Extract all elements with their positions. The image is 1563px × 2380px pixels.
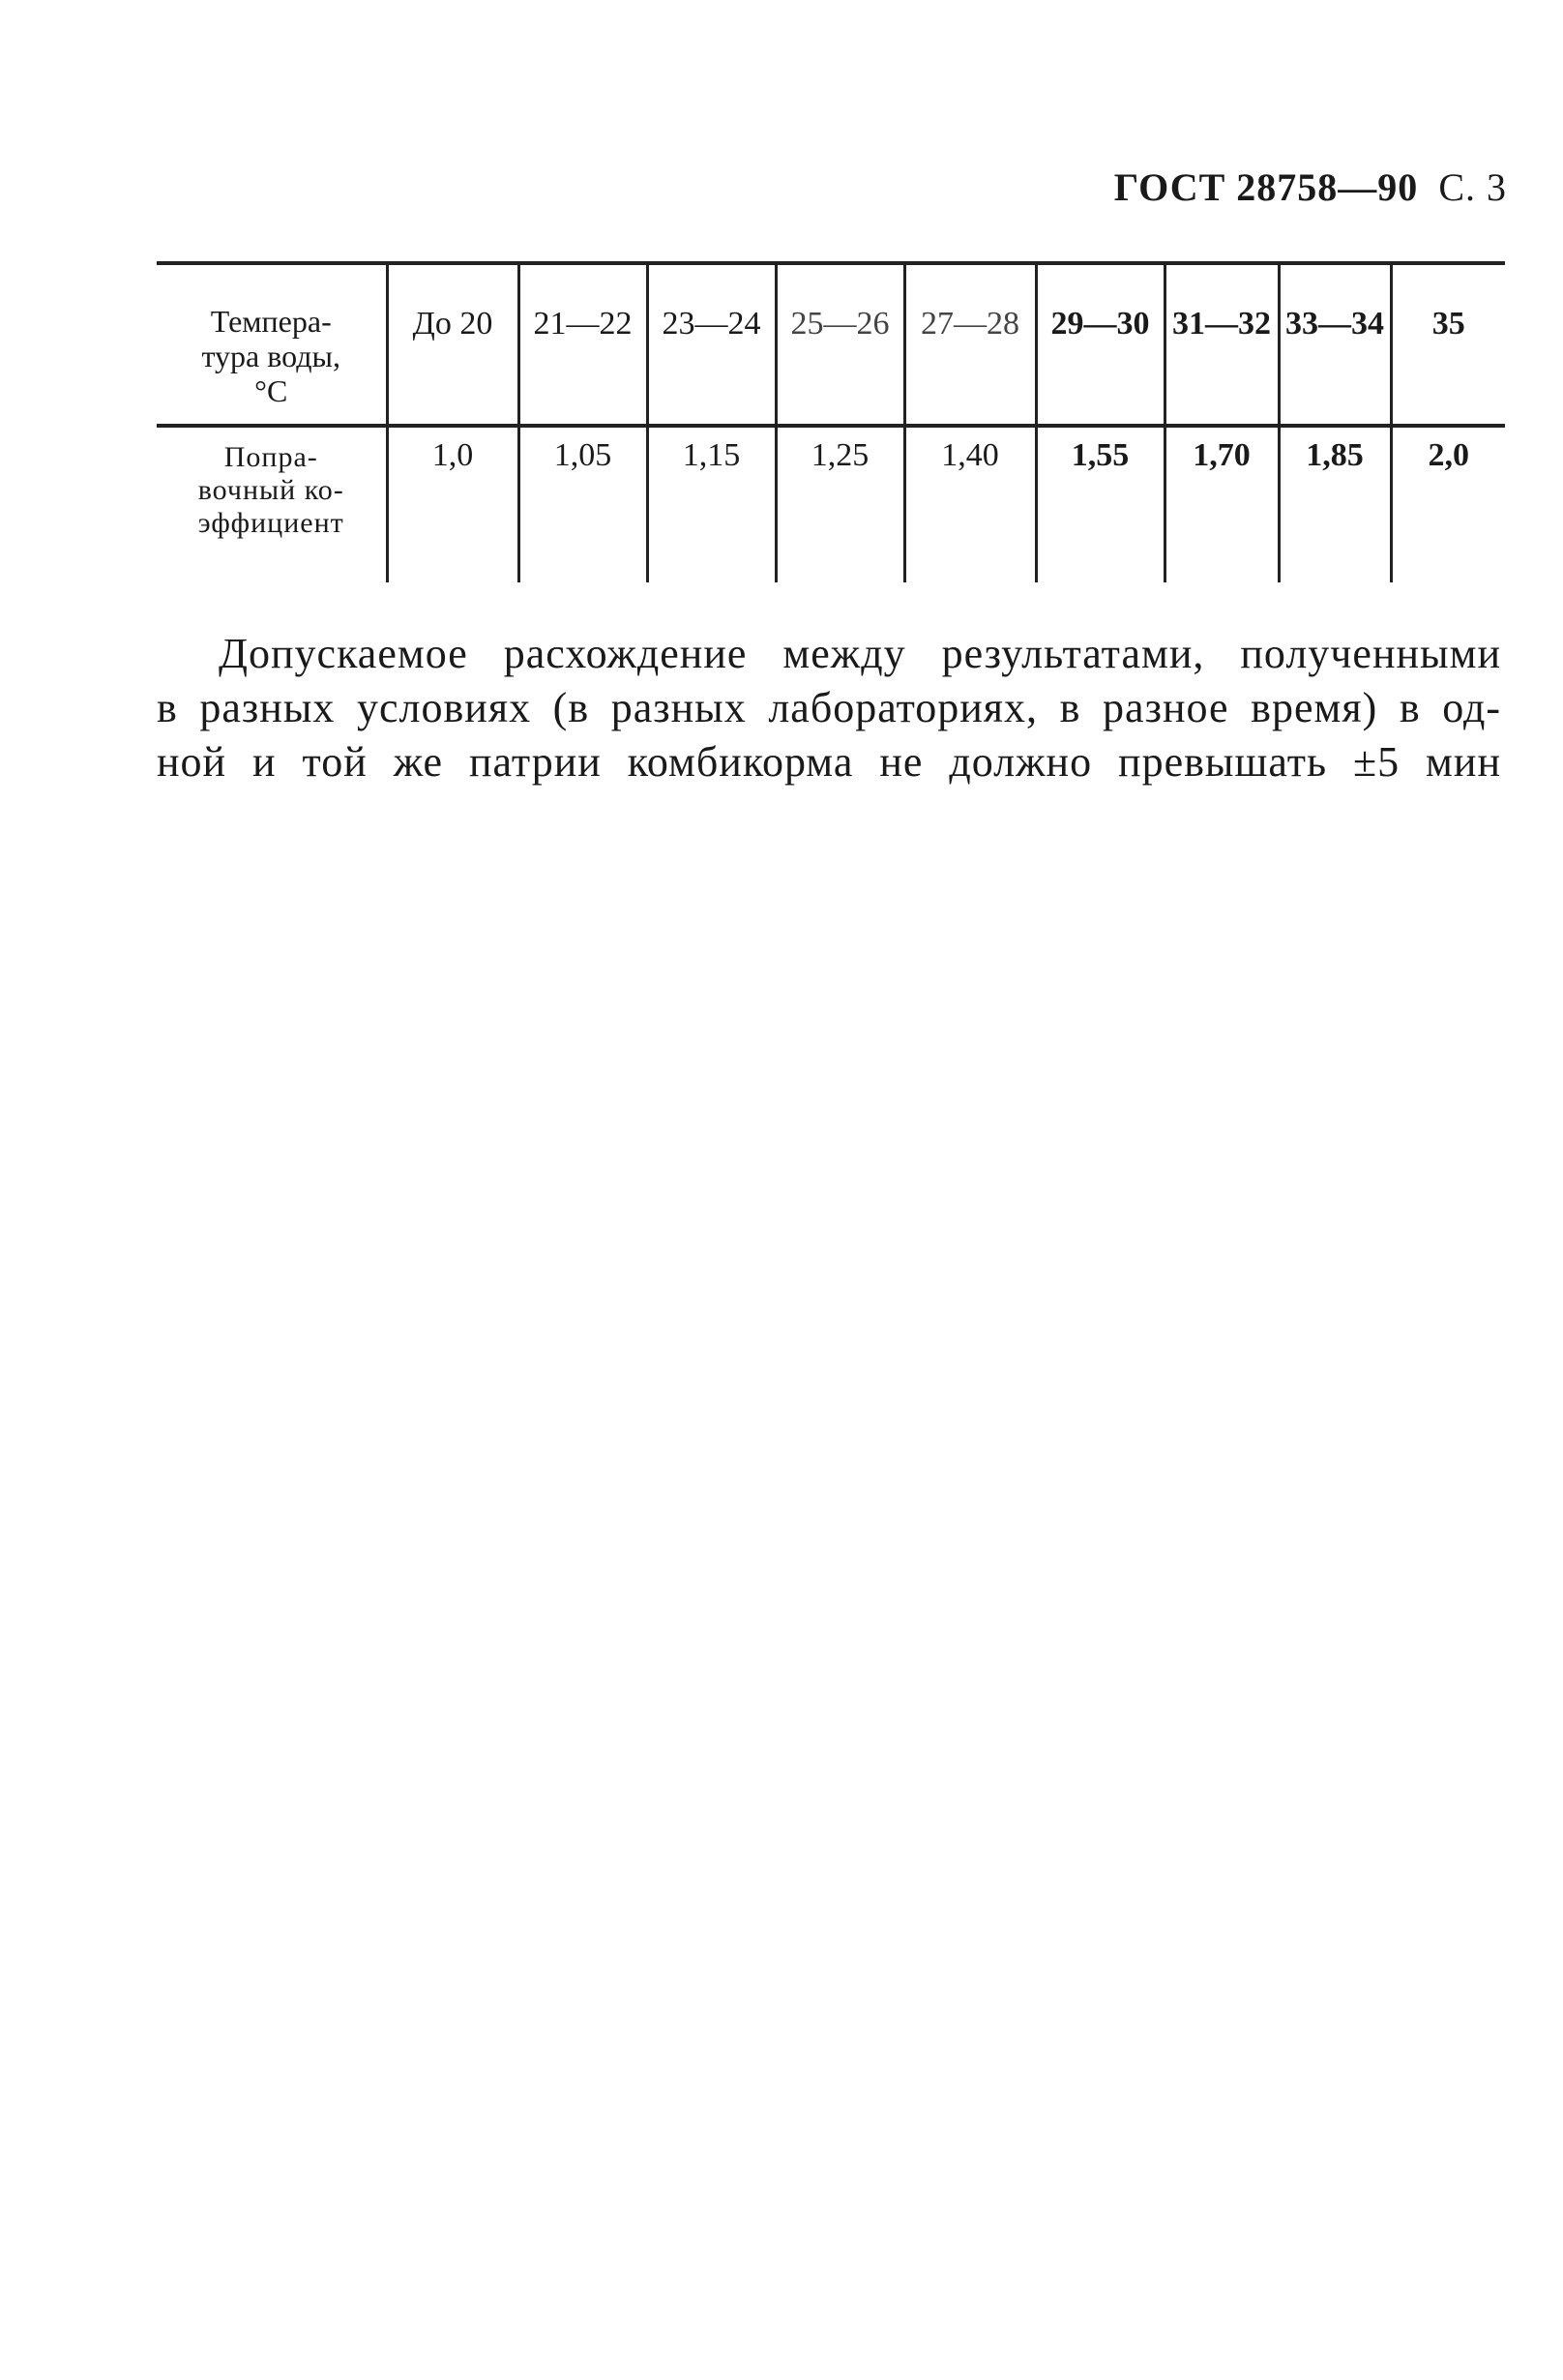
coefficient-cell: 1,05: [518, 426, 647, 582]
paragraph-line: Допускаемое расхождение между результатами, полученными: [219, 630, 1501, 677]
temperature-cell: 29—30: [1036, 263, 1165, 426]
coefficient-cell: 1,85: [1279, 426, 1391, 582]
temperature-cell: 33—34: [1279, 263, 1391, 426]
coefficient-label-line: эффициент: [197, 507, 344, 539]
coefficient-cell: 1,70: [1165, 426, 1279, 582]
paragraph-line: в разных условиях (в разных лабораториях, в разное время) в од-: [157, 684, 1501, 731]
temperature-cell: 21—22: [518, 263, 647, 426]
coefficient-cell: 1,15: [647, 426, 776, 582]
coefficient-cell: 1,40: [904, 426, 1036, 582]
coefficient-row: [157, 426, 1505, 582]
temperature-cell: 31—32: [1165, 263, 1279, 426]
page-header: [1114, 164, 1507, 210]
coefficient-cell: 1,25: [776, 426, 904, 582]
coefficient-label-line: вочный ко-: [197, 474, 344, 506]
paragraph-line: ной и той же патрии комбикорма не должно превышать ±5 мин: [157, 738, 1501, 786]
coefficient-label: [157, 426, 387, 582]
coefficient-cell: 1,55: [1036, 426, 1165, 582]
coefficient-cell: 2,0: [1391, 426, 1505, 582]
temperature-label-line: °С: [254, 373, 288, 408]
temperature-cell: До 20: [387, 263, 518, 426]
temperature-cell: 27—28: [904, 263, 1036, 426]
temperature-label-line: Темпера-: [210, 304, 332, 339]
temperature-label: [157, 263, 387, 426]
coefficient-cell: 1,0: [387, 426, 518, 582]
correction-table: [157, 261, 1505, 582]
temperature-row: [157, 263, 1505, 426]
standard-number: ГОСТ 28758—90: [1113, 165, 1419, 209]
temperature-cell: 25—26: [776, 263, 904, 426]
coefficient-label-line: Попра-: [223, 441, 318, 473]
body-paragraph: [157, 627, 1501, 789]
page-number: С. 3: [1438, 165, 1507, 209]
temperature-cell: 35: [1391, 263, 1505, 426]
temperature-label-line: тура воды,: [201, 339, 340, 373]
temperature-cell: 23—24: [647, 263, 776, 426]
